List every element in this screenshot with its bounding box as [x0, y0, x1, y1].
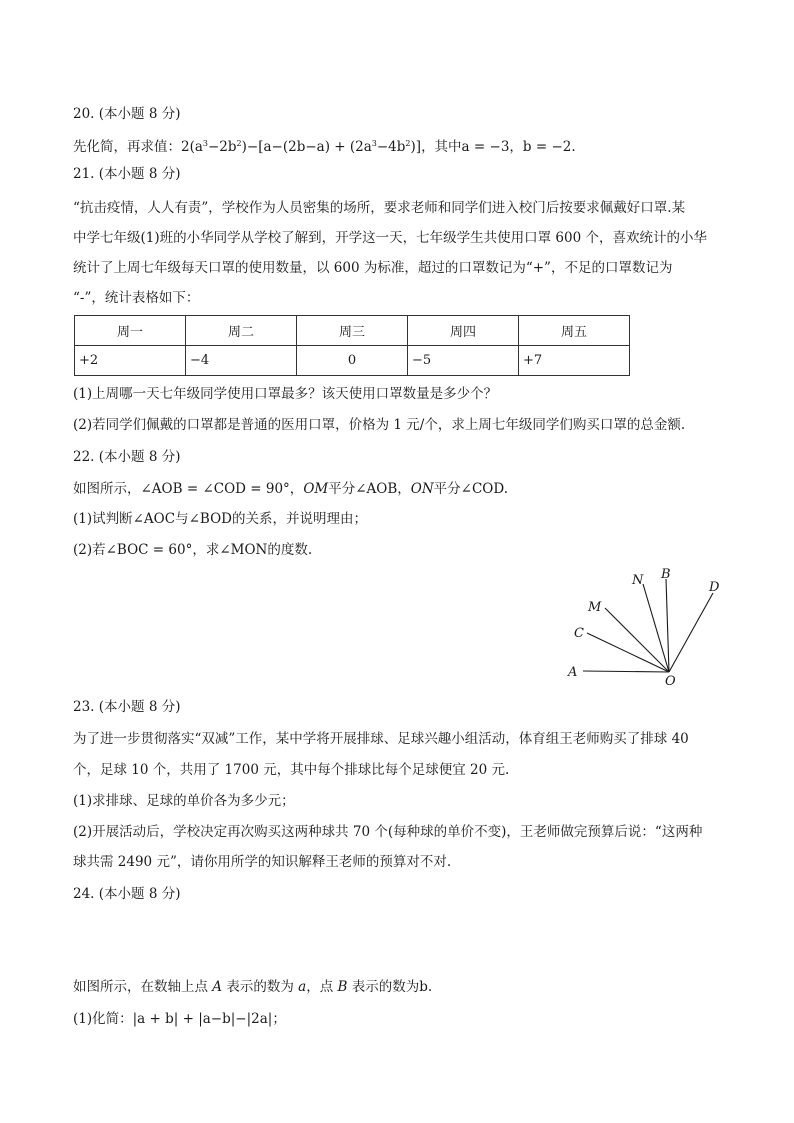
q23-header: 23. (本小题 8 分)	[73, 699, 181, 715]
q22-sub-2: (2)若∠BOC = 60°，求∠MON的度数.	[73, 542, 313, 558]
q20-expression: $2(a^3-2b^2)-[a-(2b-a) + (2a^3-4b^2)]$	[181, 139, 422, 155]
q20-condition: ，其中a = −3，b = −2.	[421, 139, 576, 155]
ray-ob	[666, 579, 669, 672]
label-a: A	[568, 665, 578, 680]
q20-stem	[73, 134, 576, 157]
point-a: A	[212, 979, 223, 995]
ray-od	[669, 593, 713, 672]
q21-stem-line-4: “-”，统计表格如下：	[73, 290, 200, 306]
label-c: C	[574, 626, 584, 641]
q24-sub-1: (1)化简：|a + b| + |a−b|−|2a|；	[73, 1011, 286, 1027]
ray-om: OM	[303, 481, 329, 497]
mask-usage-table	[74, 315, 630, 376]
label-b: B	[661, 567, 671, 582]
label-d: D	[709, 580, 720, 595]
table-header-cell: 周四	[408, 316, 519, 346]
q21-stem-line-2: 中学七年级(1)班的小华同学从学校了解到，开学这一天，七年级学生共使用口罩 600 个，喜欢统计的小华	[73, 230, 707, 246]
q21-stem-line-1: “抗击疫情，人人有责”，学校作为人员密集的场所，要求老师和同学们进入校门后按要求佩戴好口罩.某	[73, 200, 686, 216]
table-cell: −4	[186, 346, 297, 376]
q22-header: 22. (本小题 8 分)	[73, 449, 181, 465]
point-b: B	[337, 979, 348, 995]
label-m: M	[588, 600, 602, 615]
q21-sub-1: (1)上周哪一天七年级同学使用口罩最多？该天使用口罩数量是多少个？	[73, 386, 498, 402]
table-cell: 0	[297, 346, 408, 376]
q23-sub-2-line-2: 球共需 2490 元”，请你用所学的知识解释王老师的预算对不对.	[73, 854, 452, 870]
ray-on: ON	[410, 481, 434, 497]
table-header-cell: 周一	[75, 316, 186, 346]
table-cell: +2	[75, 346, 186, 376]
q21-sub-2: (2)若同学们佩戴的口罩都是普通的医用口罩，价格为 1 元/个，求上周七年级同学们购买口罩的总金额.	[73, 417, 686, 433]
q22-sub-1: (1)试判断∠AOC与∠BOD的关系，并说明理由；	[73, 511, 367, 527]
q23-sub-2-line-1: (2)开展活动后，学校决定再次购买这两种球共 70 个(每种球的单价不变)，王老师做完预算后说：“这两种	[73, 824, 703, 840]
q24-header: 24. (本小题 8 分)	[73, 886, 181, 902]
angle-figure	[560, 565, 760, 690]
table-cell: +7	[519, 346, 630, 376]
var-a: a	[298, 979, 307, 995]
q21-stem-line-3: 统计了上周七年级每天口罩的使用数量，以 600 为标准，超过的口罩数记为“+”，不足的口罩数记为	[73, 260, 673, 276]
table-header-cell: 周五	[519, 316, 630, 346]
ray-oa	[583, 671, 669, 672]
q22-stem: 如图所示，∠AOB = ∠COD = 90°，OM平分∠AOB，ON平分∠COD.	[73, 481, 508, 497]
ray-oc	[587, 633, 669, 672]
q24-stem: 如图所示，在数轴上点 A 表示的数为 a，点 B 表示的数为b.	[73, 979, 433, 995]
q23-sub-1: (1)求排球、足球的单价各为多少元；	[73, 793, 295, 809]
table-row	[75, 346, 630, 376]
label-o: O	[665, 674, 676, 689]
table-header-row	[75, 316, 630, 346]
table-header-cell: 周二	[186, 316, 297, 346]
q21-header: 21. (本小题 8 分)	[73, 166, 181, 182]
q20-prompt: 先化简，再求值：	[73, 139, 181, 155]
q23-stem-line-2: 个，足球 10 个，共用了 1700 元，其中每个排球比每个足球便宜 20 元.	[73, 762, 510, 778]
q23-stem-line-1: 为了进一步贯彻落实“双减”工作，某中学将开展排球、足球兴趣小组活动，体育组王老师购买了排球 40	[73, 731, 689, 747]
label-n: N	[632, 573, 644, 588]
table-header-cell: 周三	[297, 316, 408, 346]
q20-header: 20. (本小题 8 分)	[73, 106, 181, 122]
table-cell: −5	[408, 346, 519, 376]
